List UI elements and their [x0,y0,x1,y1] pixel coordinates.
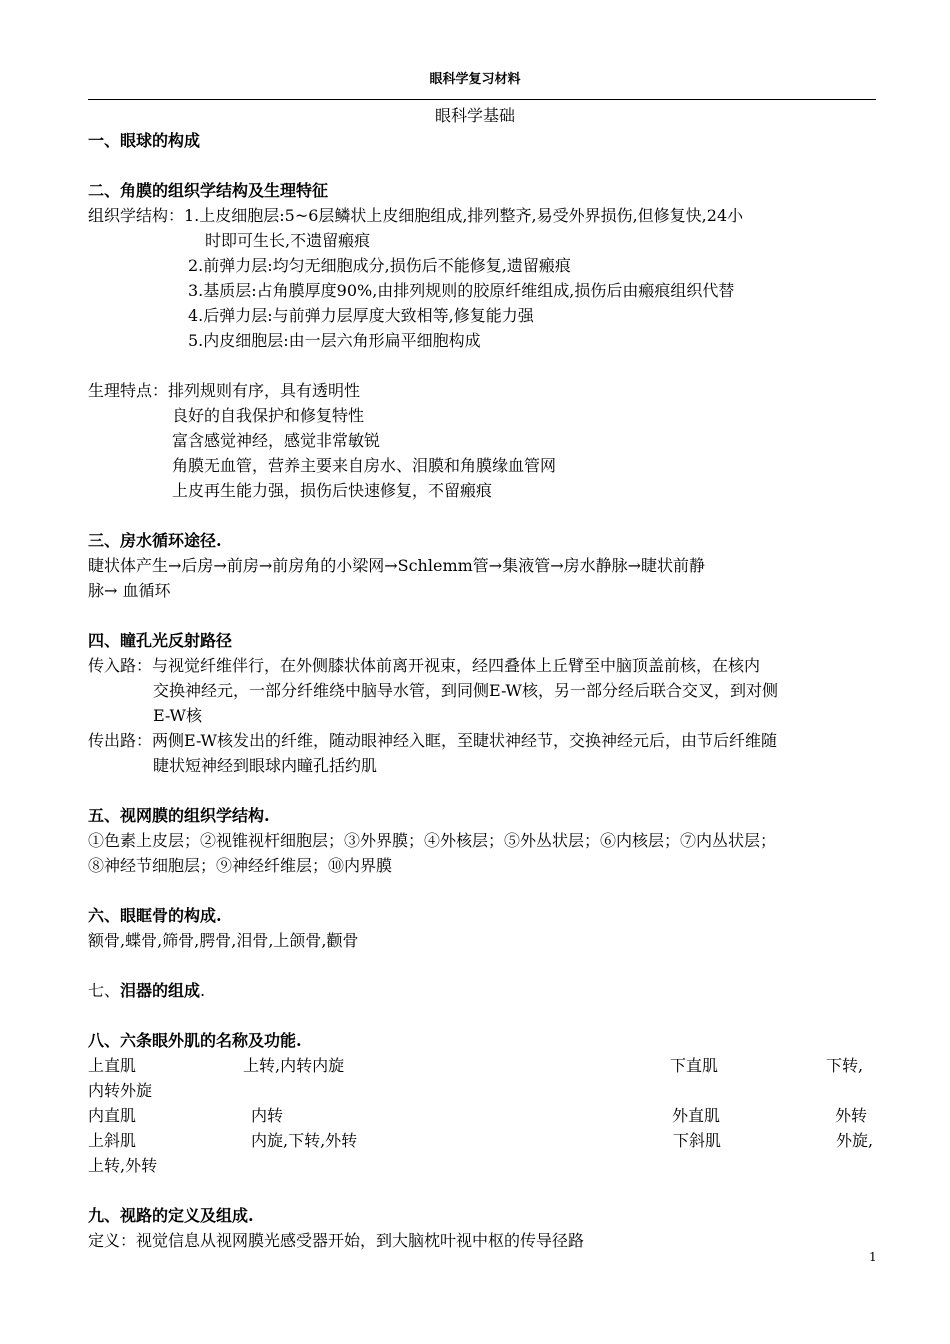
muscle-function: 外转 [835,1106,868,1125]
muscle-function: 下转, [826,1056,864,1075]
section-1-heading: 一、眼球的构成 [88,131,201,150]
cornea-layer-2: 2.前弹力层:均匀无细胞成分,损伤后不能修复,遗留瘢痕 [188,256,571,275]
cornea-layer-4: 4.后弹力层:与前弹力层厚度大致相等,修复能力强 [188,306,534,325]
section-3-heading: 三、房水循环途径. [88,531,222,550]
muscle-name: 上斜肌 [88,1131,137,1150]
aqueous-path-line-2: 脉→ 血循环 [88,581,171,600]
section-9-heading: 九、视路的定义及组成. [88,1206,254,1225]
cornea-layer-3: 3.基质层:占角膜厚度90%,由排列规则的胶原纤维组成,损伤后由瘢痕组织代替 [188,281,735,300]
muscle-name: 内直肌 [88,1106,137,1125]
muscle-function: 内旋,下转,外转 [251,1131,358,1150]
cornea-layer-5: 5.内皮细胞层:由一层六角形扁平细胞构成 [188,331,481,350]
muscle-name: 上直肌 [88,1056,137,1075]
muscle-name: 外直肌 [672,1106,721,1125]
orbit-bones: 额骨,蝶骨,筛骨,腭骨,泪骨,上颌骨,颧骨 [88,931,359,950]
retina-layers-line-1: ①色素上皮层；②视锥视杆细胞层；③外界膜；④外核层；⑤外丛状层；⑥内核层；⑦内丛状层； [88,831,777,850]
section-2-heading: 二、角膜的组织学结构及生理特征 [88,181,329,200]
muscle-name: 下直肌 [670,1056,719,1075]
physiology-line-3: 富含感觉神经，感觉非常敏锐 [172,431,381,450]
efferent-line-2: 睫状短神经到眼球内瞳孔括约肌 [153,756,378,775]
afferent-line-1: 传入路：与视觉纤维伴行，在外侧膝状体前离开视束，经四叠体上丘臂至中脑顶盖前核，在核内 [88,656,761,675]
physiology-line-1: 生理特点：排列规则有序，具有透明性 [88,381,361,400]
afferent-line-3: E-W核 [153,706,202,725]
page-header: 眼科学复习材料 [429,72,521,87]
muscle-function: 外旋, [836,1131,874,1150]
visual-pathway-definition: 定义：视觉信息从视网膜光感受器开始，到大脑枕叶视中枢的传导径路 [88,1231,585,1250]
muscle-function: 上转,内转内旋 [243,1056,345,1075]
cornea-layer-1: 组织学结构：1.上皮细胞层:5~6层鳞状上皮细胞组成,排列整齐,易受外界损伤,但修复快,24小 [88,206,744,225]
physiology-line-2: 良好的自我保护和修复特性 [172,406,365,425]
muscle-function: 内转 [251,1106,284,1125]
section-5-heading: 五、视网膜的组织学结构. [88,806,270,825]
section-6-heading: 六、眼眶骨的构成. [88,906,222,925]
aqueous-path-line-1: 睫状体产生→后房→前房→前房角的小梁网→Schlemm管→集液管→房水静脉→睫状前静 [88,556,706,575]
section-4-heading: 四、瞳孔光反射路径 [88,631,233,650]
afferent-line-2: 交换神经元，一部分纤维绕中脑导水管，到同侧E-W核，另一部分经后联合交叉，到对侧 [153,681,778,700]
cornea-layer-1-cont: 时即可生长,不遗留瘢痕 [205,231,371,250]
subtitle: 眼科学基础 [434,106,515,125]
section-8-heading: 八、六条眼外肌的名称及功能. [88,1031,302,1050]
physiology-line-4: 角膜无血管，营养主要来自房水、泪膜和角膜缘血管网 [172,456,557,475]
retina-layers-line-2: ⑧神经节细胞层；⑨神经纤维层；⑩内界膜 [88,856,393,875]
efferent-line-1: 传出路：两侧E-W核发出的纤维，随动眼神经入眶，至睫状神经节，交换神经元后，由节后纤维随 [88,731,777,750]
muscle-name: 下斜肌 [673,1131,722,1150]
section-7-heading: 七、泪器的组成. [88,981,206,1000]
muscle-function-cont: 内转外旋 [88,1081,153,1100]
muscle-function-cont: 上转,外转 [88,1156,158,1175]
physiology-line-5: 上皮再生能力强，损伤后快速修复，不留瘢痕 [172,481,493,500]
page-number: 1 [869,1250,877,1264]
header-rule [88,99,876,100]
